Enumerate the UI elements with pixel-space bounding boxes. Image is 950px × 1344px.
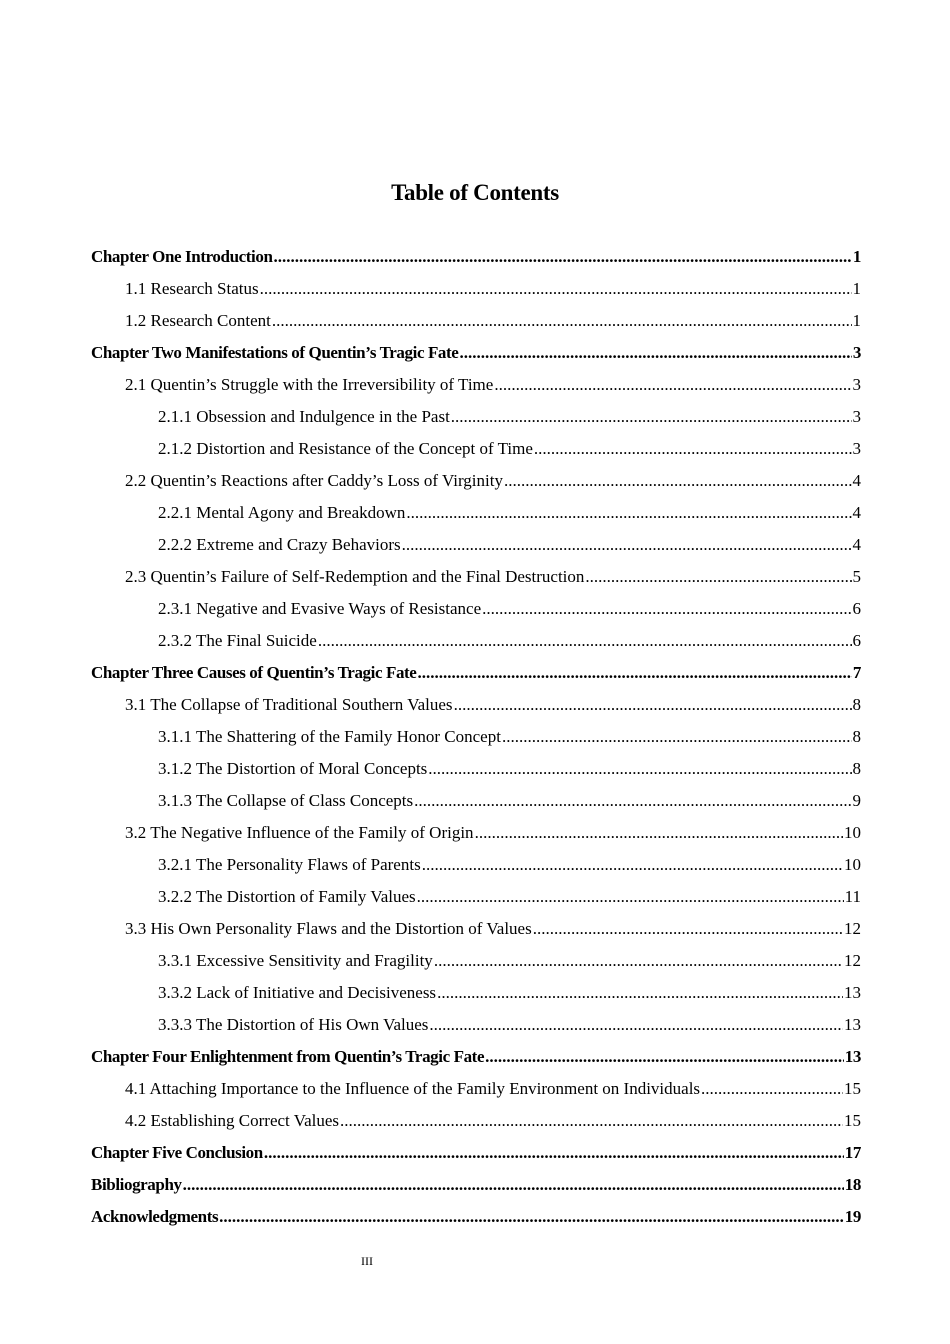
toc-entry-title: 3.1.3 The Collapse of Class Concepts	[158, 791, 414, 810]
toc-entry-title: Chapter Two Manifestations of Quentin’s Tragic Fate	[91, 343, 459, 362]
dot-leader	[402, 535, 852, 555]
toc-entry[interactable]	[91, 657, 861, 689]
dot-leader	[340, 1111, 843, 1131]
toc-entry-page: 19	[844, 1207, 861, 1226]
toc-entry-page: 4	[852, 503, 861, 522]
dot-leader	[429, 1015, 843, 1035]
toc-entry-page: 13	[844, 1047, 861, 1066]
toc-entry-title: 2.1 Quentin’s Struggle with the Irreversibility of Time	[125, 375, 494, 394]
toc-entry-title: 2.2.2 Extreme and Crazy Behaviors	[158, 535, 401, 554]
toc-entry[interactable]	[91, 817, 861, 849]
toc-entry-title: 3.3.2 Lack of Initiative and Decisiveness	[158, 983, 437, 1002]
dot-leader	[585, 567, 851, 587]
toc-entry[interactable]	[91, 689, 861, 721]
toc-entry[interactable]	[91, 465, 861, 497]
toc-entry-page: 9	[852, 791, 861, 810]
dot-leader	[183, 1175, 844, 1195]
toc-entry-title: 4.1 Attaching Importance to the Influence of the Family Environment on Individuals	[125, 1079, 701, 1098]
toc-entry-title: 3.1.2 The Distortion of Moral Concepts	[158, 759, 428, 778]
toc-entry-title: 3.3.3 The Distortion of His Own Values	[158, 1015, 429, 1034]
toc-entry-page: 5	[852, 567, 861, 586]
toc-entry-title: 2.2.1 Mental Agony and Breakdown	[158, 503, 406, 522]
toc-entry[interactable]	[91, 1137, 861, 1169]
toc-entry[interactable]	[91, 1041, 861, 1073]
toc-entry[interactable]	[91, 721, 861, 753]
dot-leader	[422, 855, 843, 875]
toc-entry-title: Acknowledgments	[91, 1207, 219, 1226]
toc-entry-title: 2.3.1 Negative and Evasive Ways of Resistance	[158, 599, 482, 618]
dot-leader	[414, 791, 851, 811]
toc-entry[interactable]	[91, 849, 861, 881]
dot-leader	[406, 503, 851, 523]
toc-entry-title: 2.2 Quentin’s Reactions after Caddy’s Loss of Virginity	[125, 471, 503, 490]
dot-leader	[417, 663, 851, 683]
toc-entry-page: 13	[844, 1015, 861, 1034]
toc-entry-page: 8	[852, 759, 861, 778]
toc-entry-title: 3.2.1 The Personality Flaws of Parents	[158, 855, 421, 874]
toc-entry[interactable]	[91, 977, 861, 1009]
dot-leader	[485, 1047, 844, 1067]
toc-entry[interactable]	[91, 305, 861, 337]
toc-entry-page: 10	[844, 823, 861, 842]
toc-entry-title: Chapter Five Conclusion	[91, 1143, 263, 1162]
toc-entry[interactable]	[91, 785, 861, 817]
toc-entry-title: 2.1.2 Distortion and Resistance of the Concept of Time	[158, 439, 533, 458]
toc-entry-page: 3	[852, 407, 861, 426]
dot-leader	[434, 951, 843, 971]
toc-entry[interactable]	[91, 1009, 861, 1041]
toc-entry-page: 1	[852, 247, 861, 266]
table-of-contents	[91, 241, 861, 1233]
dot-leader	[482, 599, 851, 619]
toc-entry[interactable]	[91, 1105, 861, 1137]
toc-entry-page: 18	[844, 1175, 861, 1194]
page-number: III	[361, 1254, 373, 1268]
toc-entry-page: 8	[852, 727, 861, 746]
toc-entry-title: 1.2 Research Content	[125, 311, 271, 330]
dot-leader	[502, 727, 852, 747]
toc-entry-page: 7	[852, 663, 861, 682]
toc-entry[interactable]	[91, 497, 861, 529]
toc-entry[interactable]	[91, 945, 861, 977]
toc-entry-page: 3	[852, 375, 861, 394]
dot-leader	[533, 919, 843, 939]
toc-entry-title: 3.3 His Own Personality Flaws and the Distortion of Values	[125, 919, 532, 938]
toc-entry[interactable]	[91, 561, 861, 593]
dot-leader	[219, 1207, 844, 1227]
toc-entry-page: 12	[844, 951, 861, 970]
dot-leader	[494, 375, 851, 395]
toc-entry-page: 1	[852, 279, 861, 298]
toc-entry-title: 3.1 The Collapse of Traditional Southern Values	[125, 695, 453, 714]
dot-leader	[428, 759, 851, 779]
toc-entry[interactable]	[91, 625, 861, 657]
toc-entry[interactable]	[91, 753, 861, 785]
dot-leader	[454, 695, 852, 715]
toc-entry[interactable]	[91, 273, 861, 305]
toc-entry-page: 17	[844, 1143, 861, 1162]
toc-entry-title: 1.1 Research Status	[125, 279, 259, 298]
toc-entry-page: 4	[852, 471, 861, 490]
toc-entry-title: 2.3 Quentin’s Failure of Self-Redemption and the Final Destruction	[125, 567, 585, 586]
dot-leader	[274, 247, 852, 267]
dot-leader	[437, 983, 843, 1003]
toc-entry-title: Chapter Three Causes of Quentin’s Tragic Fate	[91, 663, 417, 682]
toc-entry-page: 3	[852, 439, 861, 458]
toc-entry-page: 1	[852, 311, 861, 330]
toc-entry[interactable]	[91, 1201, 861, 1233]
toc-entry[interactable]	[91, 593, 861, 625]
toc-entry-title: Chapter Four Enlightenment from Quentin’s Tragic Fate	[91, 1047, 485, 1066]
page-title: Table of Contents	[391, 180, 559, 205]
dot-leader	[318, 631, 852, 651]
dot-leader	[451, 407, 852, 427]
toc-entry[interactable]	[91, 337, 861, 369]
toc-entry[interactable]	[91, 401, 861, 433]
dot-leader	[504, 471, 852, 491]
toc-entry-title: Bibliography	[91, 1175, 182, 1194]
dot-leader	[264, 1143, 844, 1163]
toc-entry-title: 3.1.1 The Shattering of the Family Honor Concept	[158, 727, 501, 746]
dot-leader	[459, 343, 851, 363]
toc-entry-page: 11	[844, 887, 861, 906]
toc-entry-page: 12	[844, 919, 861, 938]
toc-entry-title: 2.1.1 Obsession and Indulgence in the Past	[158, 407, 450, 426]
dot-leader	[475, 823, 843, 843]
toc-entry[interactable]	[91, 433, 861, 465]
toc-entry[interactable]	[91, 369, 861, 401]
toc-entry[interactable]	[91, 1073, 861, 1105]
dot-leader	[701, 1079, 843, 1099]
toc-entry-title: 3.3.1 Excessive Sensitivity and Fragility	[158, 951, 433, 970]
toc-entry[interactable]	[91, 529, 861, 561]
toc-entry[interactable]	[91, 881, 861, 913]
toc-entry-page: 6	[852, 631, 861, 650]
toc-entry-title: Chapter One Introduction	[91, 247, 273, 266]
toc-entry-page: 13	[844, 983, 861, 1002]
toc-entry-page: 10	[844, 855, 861, 874]
toc-entry-page: 6	[852, 599, 861, 618]
toc-entry-page: 4	[852, 535, 861, 554]
toc-entry-title: 2.3.2 The Final Suicide	[158, 631, 317, 650]
dot-leader	[534, 439, 852, 459]
toc-entry-page: 15	[844, 1079, 861, 1098]
toc-entry-page: 3	[852, 343, 861, 362]
toc-entry-title: 3.2.2 The Distortion of Family Values	[158, 887, 416, 906]
toc-entry-page: 15	[844, 1111, 861, 1130]
dot-leader	[417, 887, 844, 907]
toc-entry-title: 3.2 The Negative Influence of the Family of Origin	[125, 823, 474, 842]
toc-entry[interactable]	[91, 241, 861, 273]
dot-leader	[272, 311, 852, 331]
toc-entry-title: 4.2 Establishing Correct Values	[125, 1111, 340, 1130]
toc-entry[interactable]	[91, 913, 861, 945]
toc-entry-page: 8	[852, 695, 861, 714]
dot-leader	[260, 279, 852, 299]
toc-entry[interactable]	[91, 1169, 861, 1201]
